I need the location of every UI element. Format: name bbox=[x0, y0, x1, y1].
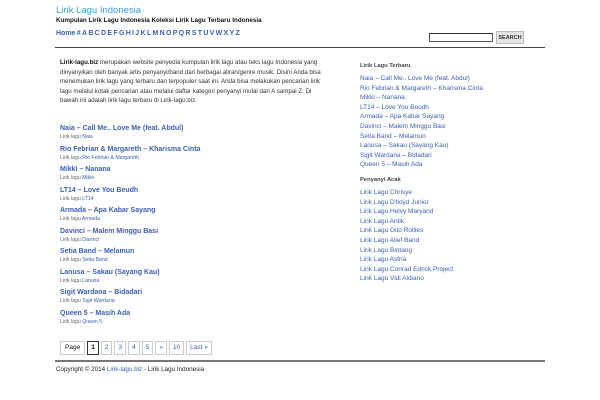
intro-text bbox=[60, 58, 325, 106]
post-title-link[interactable]: Setia Band – Melamun bbox=[60, 248, 135, 255]
nav-link[interactable]: K bbox=[140, 30, 146, 37]
nav-link[interactable]: B bbox=[88, 30, 94, 37]
post-item bbox=[60, 206, 330, 227]
sidebar-recent-link[interactable]: Rio Febrian & Margareth – Kharisma Cinta bbox=[360, 84, 483, 92]
post-item bbox=[60, 309, 330, 330]
footer-site-link[interactable]: Lirik-lagu.biz bbox=[106, 366, 143, 373]
post-meta bbox=[60, 298, 330, 305]
post-meta bbox=[60, 216, 330, 223]
pagination-link[interactable]: 3 bbox=[114, 341, 126, 355]
alphabet-nav bbox=[56, 30, 241, 37]
nav-link[interactable]: Home bbox=[56, 30, 76, 37]
search-button[interactable]: SEARCH bbox=[496, 31, 524, 44]
pagination-link[interactable]: 10 bbox=[169, 341, 184, 355]
header-divider bbox=[55, 47, 545, 48]
post-item bbox=[60, 186, 330, 207]
sidebar-recent bbox=[360, 63, 540, 170]
sidebar-artist-link[interactable]: Lirik Lagu Conrad Edrick Project bbox=[360, 265, 454, 273]
copyright bbox=[56, 366, 204, 373]
sidebar-recent-link[interactable]: Setia Band – Melamun bbox=[360, 132, 426, 140]
post-meta-prefix: Lirik lagu bbox=[60, 154, 83, 161]
post-meta-prefix: Lirik lagu bbox=[60, 318, 83, 325]
site-title[interactable]: Lirik Lagu Indonesia bbox=[56, 5, 142, 16]
nav-link[interactable]: D bbox=[101, 30, 107, 37]
pagination-label: Page bbox=[60, 341, 85, 355]
sidebar-recent-link[interactable]: Queen 5 – Masih Ada bbox=[360, 161, 423, 169]
post-meta bbox=[60, 175, 330, 182]
post-artist-link[interactable]: Mikki bbox=[82, 175, 95, 181]
nav-link[interactable]: X bbox=[223, 30, 229, 37]
sidebar-artist-link[interactable]: Lirik Lagu Bintang bbox=[360, 246, 413, 254]
sidebar-recent-link[interactable]: Armada – Apa Kabar Sayang bbox=[360, 113, 445, 121]
sidebar-recent-link[interactable]: Davinci – Malem Minggu Basi bbox=[360, 122, 446, 130]
sidebar-artist-link[interactable]: Lirik Lagu Astria bbox=[360, 256, 407, 264]
sidebar-recent-link[interactable]: Mikki – Nanana bbox=[360, 94, 405, 102]
sidebar-random-heading: Penyanyi Acak bbox=[360, 177, 401, 183]
post-item bbox=[60, 227, 330, 248]
post-item bbox=[60, 145, 330, 166]
post-item bbox=[60, 247, 330, 268]
post-meta bbox=[60, 237, 330, 244]
post-title-link[interactable]: Queen 5 – Masih Ada bbox=[60, 309, 131, 317]
post-title-link[interactable]: Naia – Call Me.. Love Me (feat. Abdul) bbox=[60, 125, 184, 132]
post-meta-prefix: Lirik lagu bbox=[60, 277, 83, 284]
nav-link[interactable]: C bbox=[94, 30, 100, 37]
post-artist-link[interactable]: Lanusa bbox=[82, 277, 100, 284]
post-title-link[interactable]: Lanusa – Sakau (Sayang Kau) bbox=[60, 268, 160, 276]
nav-link[interactable]: E bbox=[107, 30, 113, 37]
nav-link[interactable]: M bbox=[152, 30, 159, 37]
search-form bbox=[429, 33, 524, 44]
post-meta bbox=[60, 134, 330, 141]
sidebar-artist-link[interactable]: Lirik Lagu Alief Band bbox=[360, 236, 420, 244]
post-meta-prefix: Lirik lagu bbox=[60, 257, 83, 263]
nav-link[interactable]: V bbox=[209, 30, 215, 37]
pagination-link[interactable]: 2 bbox=[101, 341, 113, 355]
nav-link[interactable]: L bbox=[146, 30, 152, 37]
post-title-link[interactable]: Davinci – Malem Minggu Basi bbox=[60, 227, 159, 235]
post-artist-link[interactable]: Armada bbox=[81, 216, 101, 222]
post-title-link[interactable]: Armada – Apa Kabar Sayang bbox=[60, 207, 156, 214]
post-artist-link[interactable]: Setia Band bbox=[82, 257, 108, 263]
sidebar-artist-link[interactable]: Lirik Lagu Gito Rollies bbox=[360, 227, 424, 235]
nav-link[interactable]: S bbox=[191, 30, 197, 37]
nav-link[interactable]: H bbox=[125, 30, 131, 37]
post-artist-link[interactable]: Sigit Wardana bbox=[82, 298, 115, 304]
nav-link[interactable]: G bbox=[118, 30, 125, 37]
sidebar-random-artists bbox=[360, 177, 540, 284]
post-list bbox=[60, 124, 330, 329]
sidebar-recent-link[interactable]: Naia – Call Me.. Love Me (feat. Abdul) bbox=[360, 75, 470, 82]
post-meta bbox=[60, 155, 330, 162]
pagination-link[interactable]: 4 bbox=[128, 341, 140, 355]
sidebar-artist-link[interactable]: Lirik Lagu Helvy Maryand bbox=[360, 208, 434, 216]
nav-link[interactable]: A bbox=[81, 30, 88, 37]
post-meta-prefix: Lirik lagu bbox=[60, 298, 83, 304]
post-meta-prefix: Lirik lagu bbox=[60, 134, 83, 140]
intro-body: merupakan website penyedia kumpulan lirik lagu atau teks lagu Indonesia yang dinyanyikan oleh banyak artis penyanyi/band dari berbagai aliran/genre musik. Disini Anda bisa menemukan lirik lagu yang terbaru dan terpopuler saat ini. Anda bisa melakukan pencarian lirik lagu melalui kotak pencarian atau melalui daftar kategori penyanyi mulai dari A sampai Z. Di bawah ini adalah lirik lagu terbaru di Lirik-lagu.biz. bbox=[60, 59, 321, 105]
nav-link[interactable]: F bbox=[113, 30, 118, 37]
sidebar-recent-heading: Lirik Lagu Terbaru bbox=[360, 63, 411, 69]
pagination-link[interactable]: Last » bbox=[186, 341, 212, 355]
post-artist-link[interactable]: Queen 5 bbox=[82, 318, 103, 325]
footer-divider bbox=[55, 360, 545, 362]
post-meta-prefix: Lirik lagu bbox=[60, 175, 83, 181]
sidebar-recent-link[interactable]: Sigit Wardana – Bidadari bbox=[360, 151, 432, 159]
post-item bbox=[60, 124, 330, 145]
post-artist-link[interactable]: Naia bbox=[82, 134, 93, 140]
post-artist-link[interactable]: Rio Febrian & Margareth bbox=[82, 154, 140, 161]
sidebar-artist-link[interactable]: Lirik Lagu Antik bbox=[360, 217, 405, 225]
pagination-link[interactable]: » bbox=[155, 341, 167, 355]
nav-link[interactable]: # bbox=[76, 30, 81, 37]
post-artist-link[interactable]: LT14 bbox=[82, 195, 94, 202]
post-item bbox=[60, 288, 330, 309]
post-title-link[interactable]: Mikki – Nanana bbox=[60, 166, 111, 173]
sidebar-recent-link[interactable]: LT14 – Love You Beudh bbox=[360, 103, 429, 111]
post-item bbox=[60, 268, 330, 289]
sidebar-artist-link[interactable]: Lirik Lagu D'lloyd Junior bbox=[360, 198, 429, 206]
post-title-link[interactable]: LT14 – Love You Beudh bbox=[60, 186, 139, 194]
nav-link[interactable]: Z bbox=[235, 30, 240, 37]
post-title-link[interactable]: Sigit Wardana – Bidadari bbox=[60, 289, 143, 296]
sidebar-recent-link[interactable]: Lanusa – Sakau (Sayang Kau) bbox=[360, 142, 449, 150]
intro-site-name: Lirik-lagu.biz bbox=[60, 59, 99, 66]
post-meta-prefix: Lirik lagu bbox=[60, 216, 82, 222]
nav-link[interactable]: R bbox=[185, 30, 191, 37]
nav-link[interactable]: U bbox=[203, 30, 209, 37]
nav-link[interactable]: N bbox=[159, 30, 165, 37]
post-meta bbox=[60, 319, 330, 326]
sidebar-artist-link[interactable]: Lirik Lagu Vidi Aldiano bbox=[360, 275, 424, 283]
post-item bbox=[60, 165, 330, 186]
post-meta-prefix: Lirik lagu bbox=[60, 195, 83, 202]
nav-link[interactable]: I bbox=[132, 30, 134, 37]
site-description: Kumpulan Lirik Lagu Indonesia Koleksi Lirik Lagu Terbaru Indonesia bbox=[56, 17, 262, 24]
search-input[interactable] bbox=[429, 33, 493, 42]
post-meta bbox=[60, 196, 330, 203]
nav-link[interactable]: J bbox=[135, 30, 140, 37]
nav-link[interactable]: O bbox=[165, 30, 172, 37]
sidebar-artist-link[interactable]: Lirik Lagu Chrisye bbox=[360, 189, 413, 196]
nav-link[interactable]: W bbox=[215, 30, 223, 37]
nav-link[interactable]: T bbox=[197, 30, 203, 37]
pagination-current: 1 bbox=[87, 341, 99, 355]
pagination bbox=[60, 341, 212, 355]
post-meta bbox=[60, 278, 330, 285]
copyright-suffix: - Lirik Lagu Indonesia bbox=[142, 366, 205, 373]
copyright-prefix: Copyright © 2014 bbox=[56, 366, 107, 373]
nav-link[interactable]: Y bbox=[229, 30, 235, 37]
nav-link[interactable]: Q bbox=[178, 30, 185, 37]
pagination-link[interactable]: 5 bbox=[142, 341, 154, 355]
post-meta bbox=[60, 257, 330, 264]
post-artist-link[interactable]: Davinci bbox=[82, 236, 100, 243]
post-title-link[interactable]: Rio Febrian & Margareth – Kharisma Cinta bbox=[60, 145, 201, 153]
post-meta-prefix: Lirik lagu bbox=[60, 236, 83, 243]
nav-link[interactable]: P bbox=[172, 30, 178, 37]
